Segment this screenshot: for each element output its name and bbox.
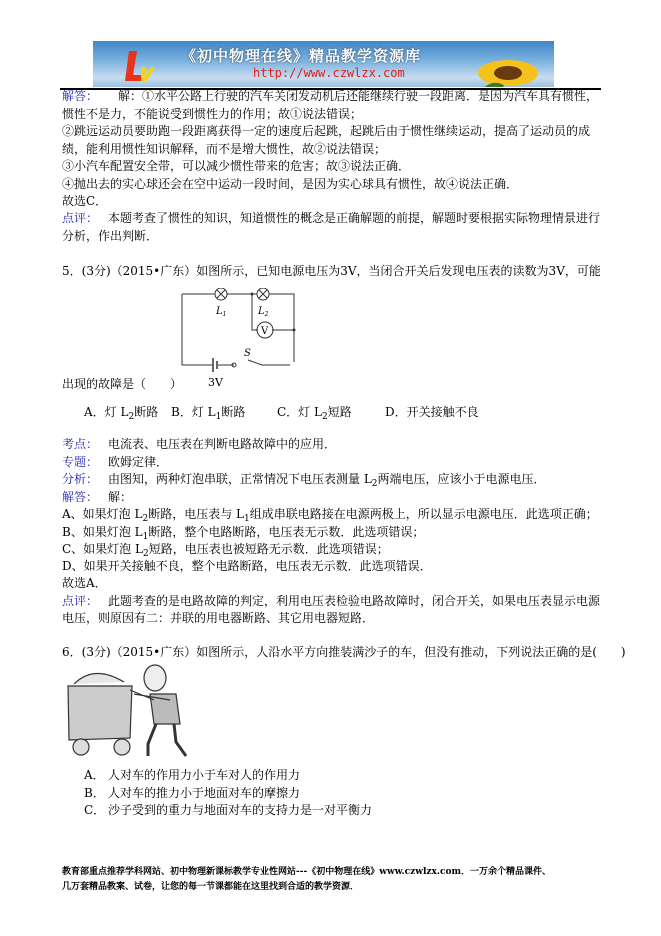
voltmeter-label: V [261, 326, 269, 337]
answer-label: 解答： [62, 89, 99, 103]
option-a[interactable]: A． 人对车的作用力小于车对人的作用力 [84, 768, 301, 782]
option-d[interactable]: D．开关接触不良 [385, 405, 479, 419]
option-c[interactable]: C．灯 $L_2$短路 [277, 405, 352, 422]
comment-line: 电压，则原因有二：并联的用电器断路、其它用电器短路． [62, 611, 375, 625]
site-logo-icon [123, 49, 155, 83]
answer-line: ③小汽车配置安全带，可以减少惯性带来的危害；故③说法正确． [62, 159, 411, 173]
answer-line: 绩，能利用惯性知识解释，而不是增大惯性，故②说法错误； [62, 142, 387, 156]
comment-label: 点评： [62, 594, 99, 608]
fenxi-line: 分析： 由图知，两种灯泡串联，正常情况下电压表测量 $L_2$两端电压，应该小于电源电压． [62, 472, 546, 489]
answer-choice: 故选C． [62, 194, 108, 208]
boy-pushing-cart-image [64, 664, 199, 764]
footer-line: 教育部重点推荐学科网站、初中物理新课标教学专业性网站---《初中物理在线》www.czwlzx.com．一万余个精品课件、 [62, 867, 552, 877]
comment-line [62, 210, 600, 226]
analysis-line: D、如果开关接触不良，整个电路断路，电压表无示数．此选项错误． [62, 559, 432, 573]
zhuanti-label: 专题： [62, 455, 99, 469]
zhuanti-line [62, 454, 168, 470]
banner-title: 《初中物理在线》精品教学资源库 [181, 47, 422, 65]
circuit-diagram [172, 288, 302, 388]
comment-text: 本题考查了惯性的知识，知道惯性的概念是正确解题的前提，解题时要根据实际物理情景进行 [108, 211, 601, 225]
answer-line [62, 88, 598, 104]
comment-line: 点评： 此题考查的是电路故障的判定，利用电压表检验电路故障时，闭合开关，如果电压表显示电源 [62, 594, 601, 608]
option-c[interactable]: C． 沙子受到的重力与地面对车的支持力是一对平衡力 [84, 803, 373, 817]
footer-line: 几万套精品教案、试卷，让您的每一节课都能在这里找到合适的教学资源． [62, 882, 360, 892]
question-6-stem: 6．(3分)（2015•广东）如图所示，人沿水平方向推装满沙子的车，但没有推动，下列说法正确的是( ) [62, 645, 626, 659]
banner-url[interactable]: http://www.czwlzx.com [253, 66, 405, 80]
question-5-stem: 5．(3分)（2015•广东）如图所示，已知电源电压为3V，当闭合开关后发现电压表的读数为3V，可能 [62, 264, 601, 278]
lamp-l1-label: $L_1$ [216, 306, 227, 318]
site-banner[interactable] [93, 41, 554, 87]
fenxi-label: 分析： [62, 472, 99, 486]
comment-line: 分析，作出判断． [62, 229, 159, 243]
battery-label: 3V [208, 376, 223, 388]
option-b[interactable]: B． 人对车的推力小于地面对车的摩擦力 [84, 786, 301, 800]
kaodian-line [62, 436, 336, 452]
option-b[interactable]: B．灯 $L_1$断路 [171, 405, 246, 422]
option-a[interactable]: A．灯 $L_2$断路 [84, 405, 159, 422]
answer-text: 解：①水平公路上行驶的汽车关闭发动机后还能继续行驶一段距离．是因为汽车具有惯性， [118, 89, 599, 103]
sunflower-icon [473, 51, 543, 87]
jieda-line: 解答： 解： [62, 490, 133, 504]
zhuanti-text: 欧姆定律． [108, 455, 169, 469]
answer-line: ④抛出去的实心球还会在空中运动一段时间，是因为实心球具有惯性，故④说法正确． [62, 177, 519, 191]
lamp-l2-label: $L_2$ [258, 306, 269, 318]
answer-choice: 故选A． [62, 576, 107, 590]
comment-label: 点评： [62, 211, 99, 225]
answer-line: 惯性不是力，不能说受到惯性力的作用；故①说法错误； [62, 107, 363, 121]
kaodian-text: 电流表、电压表在判断电路故障中的应用． [108, 437, 337, 451]
question-5-stem-end: 出现的故障是（ ） [62, 377, 183, 391]
analysis-line: B、如果灯泡 $L_1$断路，整个电路断路，电压表无示数．此选项错误； [62, 525, 425, 542]
answer-line: ②跳远运动员要助跑一段距离获得一定的速度后起跳，起跳后由于惯性继续运动，提高了运动员的成 [62, 124, 591, 138]
analysis-line: A、如果灯泡 $L_2$断路，电压表与 $L_1$组成串联电路接在电源两极上，所以显示电源电压．此选项正确； [62, 507, 598, 524]
jieda-label: 解答： [62, 490, 99, 504]
kaodian-label: 考点： [62, 437, 99, 451]
switch-label: S [244, 348, 251, 359]
analysis-line: C、如果灯泡 $L_2$短路，电压表也被短路无示数．此选项错误； [62, 542, 389, 559]
